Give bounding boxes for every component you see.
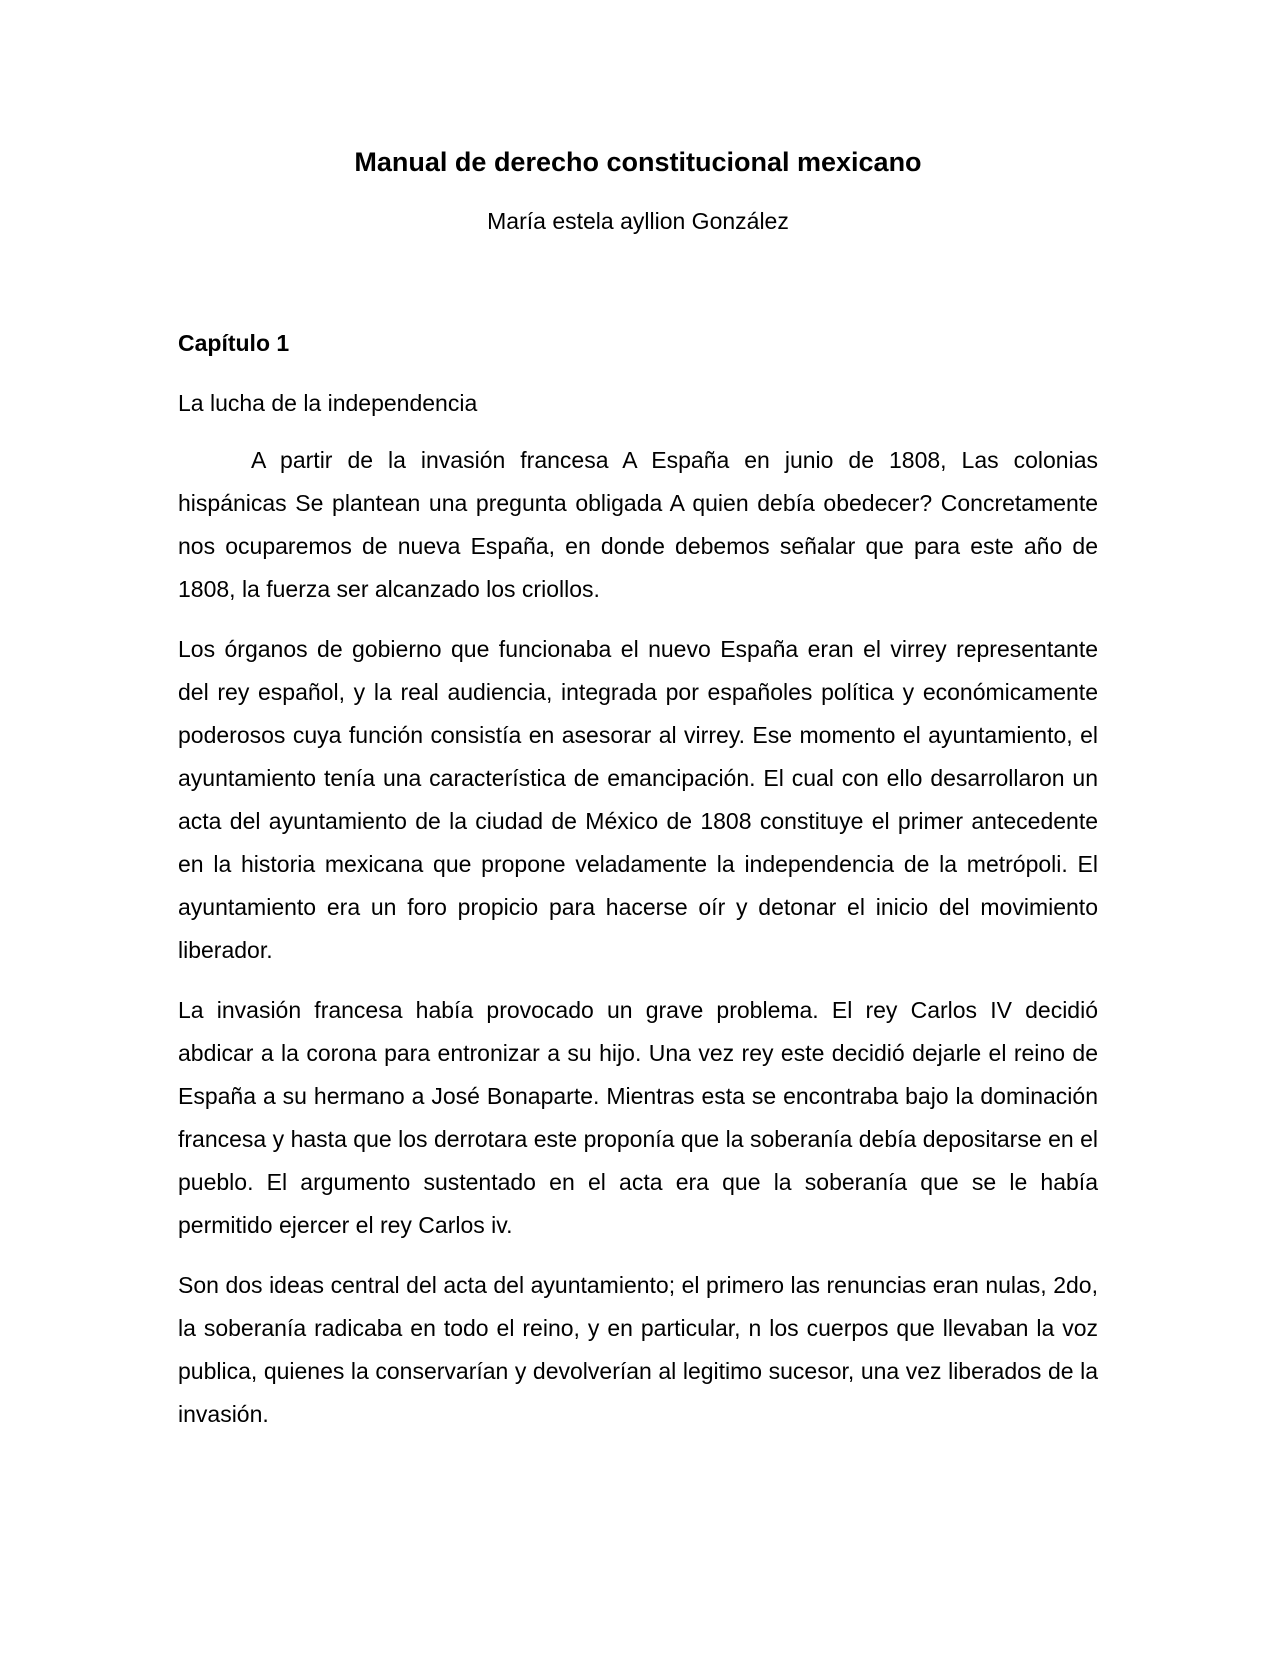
paragraph: Son dos ideas central del acta del ayuntamiento; el primero las renuncias eran nulas, 2do, la soberanía radicaba en todo el reino, y en particular, n los cuerpos que llevaban la voz publica, quienes la conservarían y devolverían al legitimo sucesor, una vez liberados de la invasión. xyxy=(178,1272,1098,1427)
document-author: María estela ayllion González xyxy=(487,208,789,234)
document-title: Manual de derecho constitucional mexicano xyxy=(354,147,922,177)
chapter-heading: Capítulo 1 xyxy=(178,330,290,356)
document-body xyxy=(178,142,1098,1436)
paragraph: La invasión francesa había provocado un grave problema. El rey Carlos IV decidió abdicar a la corona para entronizar a su hijo. Una vez rey este decidió dejarle el reino de España a su hermano a José Bonaparte. Mientras esta se encontraba bajo la dominación francesa y hasta que los derrotara este proponía que la soberanía debía depositarse en el pueblo. El argumento sustentado en el acta era que la soberanía que se le había permitido ejercer el rey Carlos iv. xyxy=(178,997,1098,1238)
paragraph: A partir de la invasión francesa A España en junio de 1808, Las colonias hispánicas Se plantean una pregunta obligada A quien debía obedecer? Concretamente nos ocuparemos de nueva España, en donde debemos señalar que para este año de 1808, la fuerza ser alcanzado los criollos. xyxy=(178,447,1098,602)
paragraph: Los órganos de gobierno que funcionaba el nuevo España eran el virrey representante del rey español, y la real audiencia, integrada por españoles política y económicamente poderosos cuya función consistía en asesorar al virrey. Ese momento el ayuntamiento, el ayuntamiento tenía una característica de emancipación. El cual con ello desarrollaron un acta del ayuntamiento de la ciudad de México de 1808 constituye el primer antecedente en la historia mexicana que propone veladamente la independencia de la metrópoli. El ayuntamiento era un foro propicio para hacerse oír y detonar el inicio del movimiento liberador. xyxy=(178,636,1098,963)
section-title: La lucha de la independencia xyxy=(178,390,478,416)
